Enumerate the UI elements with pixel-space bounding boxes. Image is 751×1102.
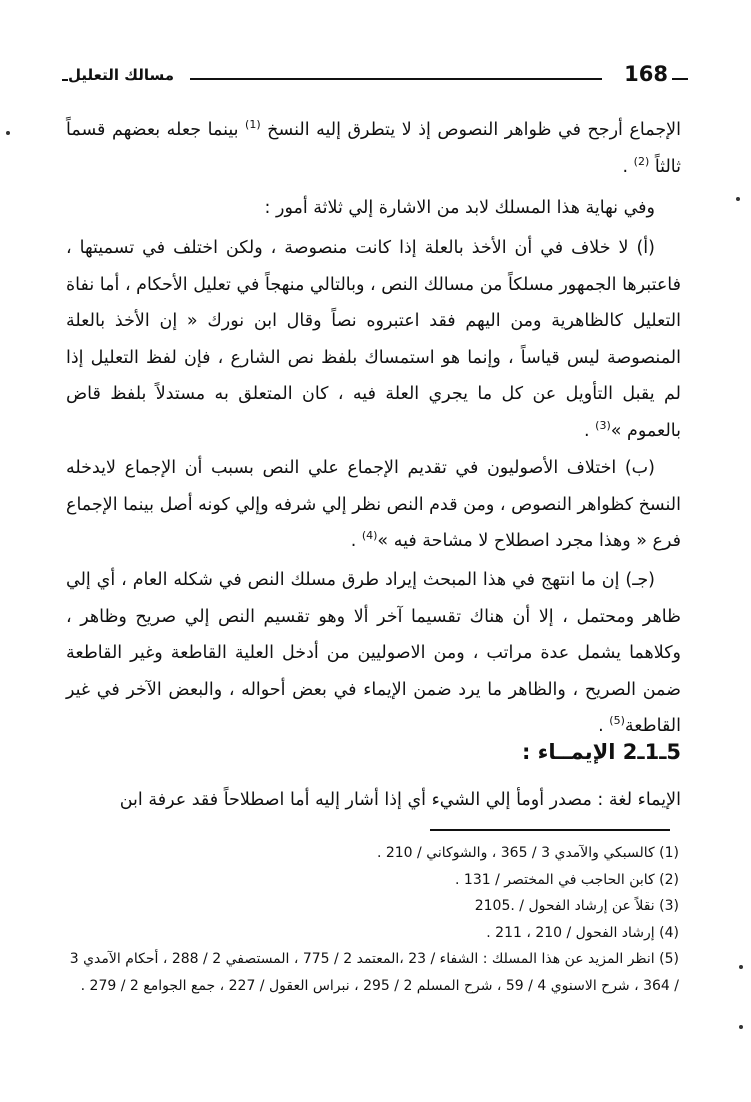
paragraph-text: (جـ) إن ما انتهج في هذا المبحث إيراد طرق مسلك النص في شكله العام ، أي إلي ظاهر ومحتمل ، إلا أن هناك تقسيما آخر ألا وهو تقسيم النص إلي صريح وظاهر ، وكلاهما يشمل عدة مراتب ، ومن الاصوليين من أدخل العلية القاطعة وغير القاطعة ضمن الصريح ، والظاهر ما يرد ضمن الإيماء في بعض أحواله ، والبعض الآخر في غير القاطعة	[66, 570, 681, 736]
running-title: مسالك التعليل	[68, 66, 175, 84]
footnote-3: (3) نقلاً عن إرشاد الفحول / .2105	[474, 898, 679, 914]
section-heading	[522, 740, 681, 764]
paragraph-text: .	[622, 156, 629, 177]
header-rule	[190, 78, 602, 80]
paragraph-text: الإيماء لغة : مصدر أومأ إلي الشيء أي إذا أشار إليه أما اصطلاحاً فقد عرفة ابن	[119, 790, 681, 810]
section-number: 5ـ1ـ2	[622, 740, 681, 764]
footnote-5: (5) انظر المزيد عن هذا المسلك : الشفاء / 23 ،المعتمد 2 / 775 ، المستصفي 2 / 288 ، أحكام الآمدي 3 / 364 ، شرح الاسنوي 4 / 59 ، شرح المسلم 2 / 295 ، نبراس العقول / 227 ، جمع الجوامع 2 / 279 .	[69, 951, 679, 994]
paragraph-text: .	[598, 716, 610, 736]
page-number: 168	[624, 62, 668, 86]
paragraph-a	[66, 230, 681, 449]
footnote-4: (4) إرشاد الفحول / 210 ، 211 .	[486, 924, 679, 941]
margin-speck	[6, 131, 10, 135]
footnote-2: (2) كابن الحاجب في المختصر / 131 .	[455, 871, 679, 888]
paragraph-text: الإجماع أرجح في ظواهر النصوص إذ لا يتطرق إليه النسخ	[267, 120, 681, 140]
paragraph-text: .	[350, 531, 362, 551]
footnote-ref: (4)	[361, 529, 378, 542]
paragraph-1	[66, 112, 681, 185]
paragraph-text: وفي نهاية هذا المسلك لابد من الاشارة إلي ثلاثة أمور :	[264, 198, 655, 218]
footnotes	[64, 840, 679, 999]
section-title: الإيمــاء :	[521, 740, 616, 764]
paragraph-text: .	[584, 420, 596, 441]
footnote-ref: (5)	[609, 714, 625, 727]
header-dash-right	[672, 78, 688, 80]
margin-speck	[739, 965, 743, 969]
footnote-1: (1) كالسبكي والآمدي 3 / 365 ، والشوكاني / 210 .	[376, 845, 679, 861]
margin-speck	[739, 1025, 743, 1029]
footnote-ref: (1)	[245, 118, 261, 131]
footnote-separator	[430, 829, 670, 831]
margin-speck	[736, 197, 740, 201]
paragraph-definition	[66, 782, 681, 819]
page-header	[68, 62, 688, 90]
footnote-ref: (2)	[633, 154, 650, 168]
paragraph-c	[66, 562, 681, 745]
paragraph-text: (ب) اختلاف الأصوليون في تقديم الإجماع علي النص بسبب أن الإجماع لايدخله النسخ كظواهر النصوص ، ومن قدم النص نظر إلي شرفه وإلي كونه أصل بينما الإجماع فرع « وهذا مجرد اصطلاح لا مشاحة فيه »	[66, 458, 681, 551]
paragraph-b	[66, 450, 681, 560]
paragraph-text: (أ) لا خلاف في أن الأخذ بالعلة إذا كانت منصوصة ، ولكن اختلف في تسميتها ، فاعتبرها الجمهور مسلكاً من مسالك النص ، وبالتالي منهجاً في تعليل الأحكام ، أما نفاة التعليل كالظاهرية ومن اليهم فقد اعتبروه نصاً وقال ابن نورك « إن الأخذ بالعلة المنصوصة ليس قياساً ، وإنما هو استمساك بلفظ نص الشارع ، فإن لفظ التعليل إذا لم يقبل التأويل عن كل ما يجري العلة فيه ، كان المتعلق به مستدلاً بلفظ قاض بالعموم »	[66, 238, 681, 441]
paragraph-text: بينما جعله بعضهم قسماً ثالثاً	[66, 120, 681, 177]
footnote-ref: (3)	[595, 418, 611, 432]
paragraph-2	[66, 190, 681, 227]
